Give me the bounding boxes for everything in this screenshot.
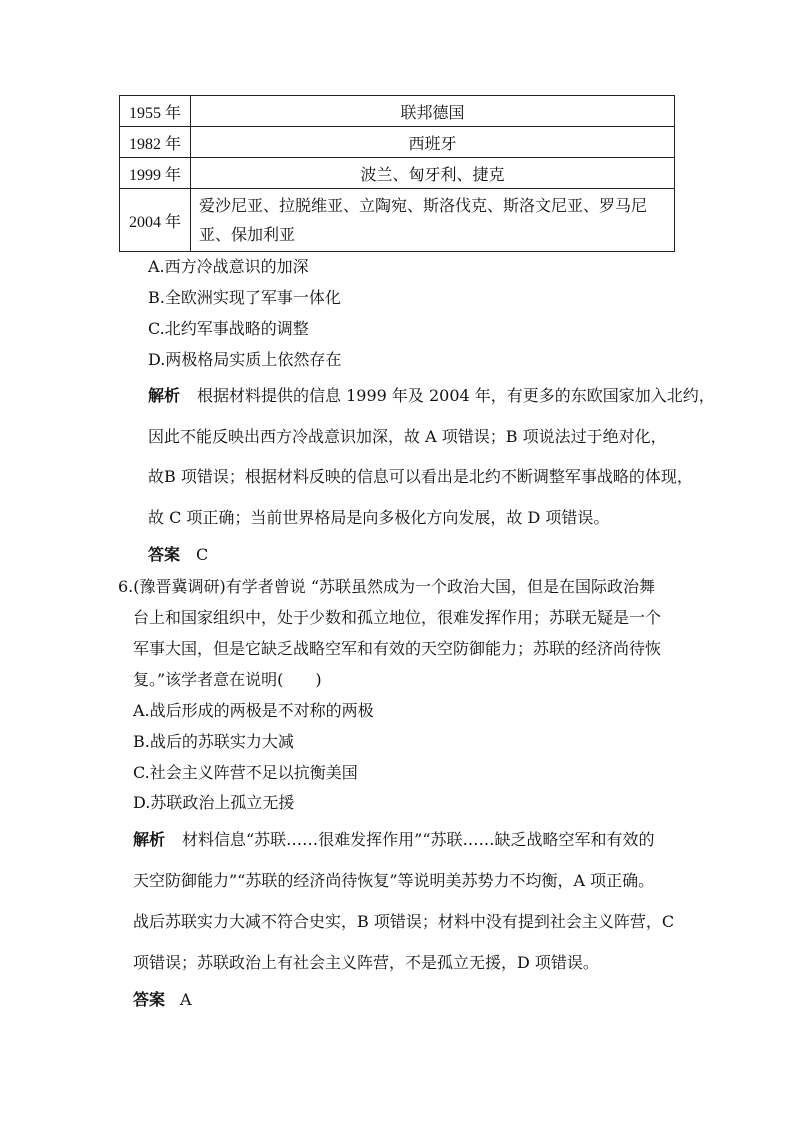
q5-analysis-line: 故 C 项正确；当前世界格局是向多极化方向发展，故 D 项错误。 bbox=[148, 508, 610, 527]
q6-analysis-line: 天空防御能力”“苏联的经济尚待恢复”等说明美苏势力不均衡，A 项正确。 bbox=[133, 871, 655, 890]
q6-answer-label: 答案 bbox=[133, 990, 166, 1009]
q5-option-b: B.全欧洲实现了军事一体化 bbox=[148, 288, 341, 307]
q5-analysis-line: 根据材料提供的信息 1999 年及 2004 年，有更多的东欧国家加入北约， bbox=[197, 386, 715, 405]
q5-option-a: A.西方冷战意识的加深 bbox=[148, 257, 309, 276]
q6-analysis-line: 材料信息“苏联……很难发挥作用”“苏联……缺乏战略空军和有效的 bbox=[182, 830, 655, 849]
year-cell: 2004 年 bbox=[120, 189, 191, 252]
table-row bbox=[120, 158, 675, 189]
table-row bbox=[120, 96, 675, 127]
nato-expansion-table bbox=[119, 95, 675, 252]
table-row bbox=[120, 127, 675, 158]
members-cell: 联邦德国 bbox=[191, 96, 675, 127]
members-cell: 爱沙尼亚、拉脱维亚、立陶宛、斯洛伐克、斯洛文尼亚、罗马尼亚、保加利亚 bbox=[191, 189, 675, 252]
year-cell: 1955 年 bbox=[120, 96, 191, 127]
q5-analysis-label: 解析 bbox=[148, 386, 181, 405]
year-cell: 1999 年 bbox=[120, 158, 191, 189]
q6-option-d: D.苏联政治上孤立无援 bbox=[133, 793, 295, 812]
q6-analysis-line: 战后苏联实力大减不符合史实，B 项错误；材料中没有提到社会主义阵营，C bbox=[133, 912, 675, 931]
q6-analysis-label: 解析 bbox=[133, 830, 166, 849]
q6-option-c: C.社会主义阵营不足以抗衡美国 bbox=[133, 763, 358, 782]
members-cell: 波兰、匈牙利、捷克 bbox=[191, 158, 675, 189]
q5-option-c: C.北约军事战略的调整 bbox=[148, 319, 309, 338]
q6-analysis-line: 项错误；苏联政治上有社会主义阵营，不是孤立无援，D 项错误。 bbox=[133, 953, 599, 972]
table-row bbox=[120, 189, 675, 252]
q6-option-a: A.战后形成的两极是不对称的两极 bbox=[133, 701, 374, 720]
q5-option-d: D.两极格局实质上依然存在 bbox=[148, 350, 342, 369]
q6-option-b: B.战后的苏联实力大减 bbox=[133, 732, 294, 751]
q6-stem-line: 军事大国，但是它缺乏战略空军和有效的天空防御能力；苏联的经济尚待恢 bbox=[133, 639, 662, 658]
year-cell: 1982 年 bbox=[120, 127, 191, 158]
q6-stem-line: 6.(豫晋冀调研)有学者曾说 “苏联虽然成为一个政治大国，但是在国际政治舞 bbox=[118, 577, 656, 596]
q5-answer-label: 答案 bbox=[148, 545, 181, 564]
q5-analysis-line: 故B 项错误；根据材料反映的信息可以看出是北约不断调整军事战略的体现， bbox=[148, 467, 693, 486]
q6-stem-line: 台上和国家组织中，处于少数和孤立地位，很难发挥作用；苏联无疑是一个 bbox=[133, 608, 662, 627]
members-cell: 西班牙 bbox=[191, 127, 675, 158]
q6-answer: A bbox=[180, 990, 192, 1009]
q6-stem-line: 复。”该学者意在说明( ) bbox=[133, 670, 322, 689]
q5-answer: C bbox=[196, 545, 209, 564]
q5-analysis-line: 因此不能反映出西方冷战意识加深，故 A 项错误；B 项说法过于绝对化， bbox=[148, 427, 667, 446]
